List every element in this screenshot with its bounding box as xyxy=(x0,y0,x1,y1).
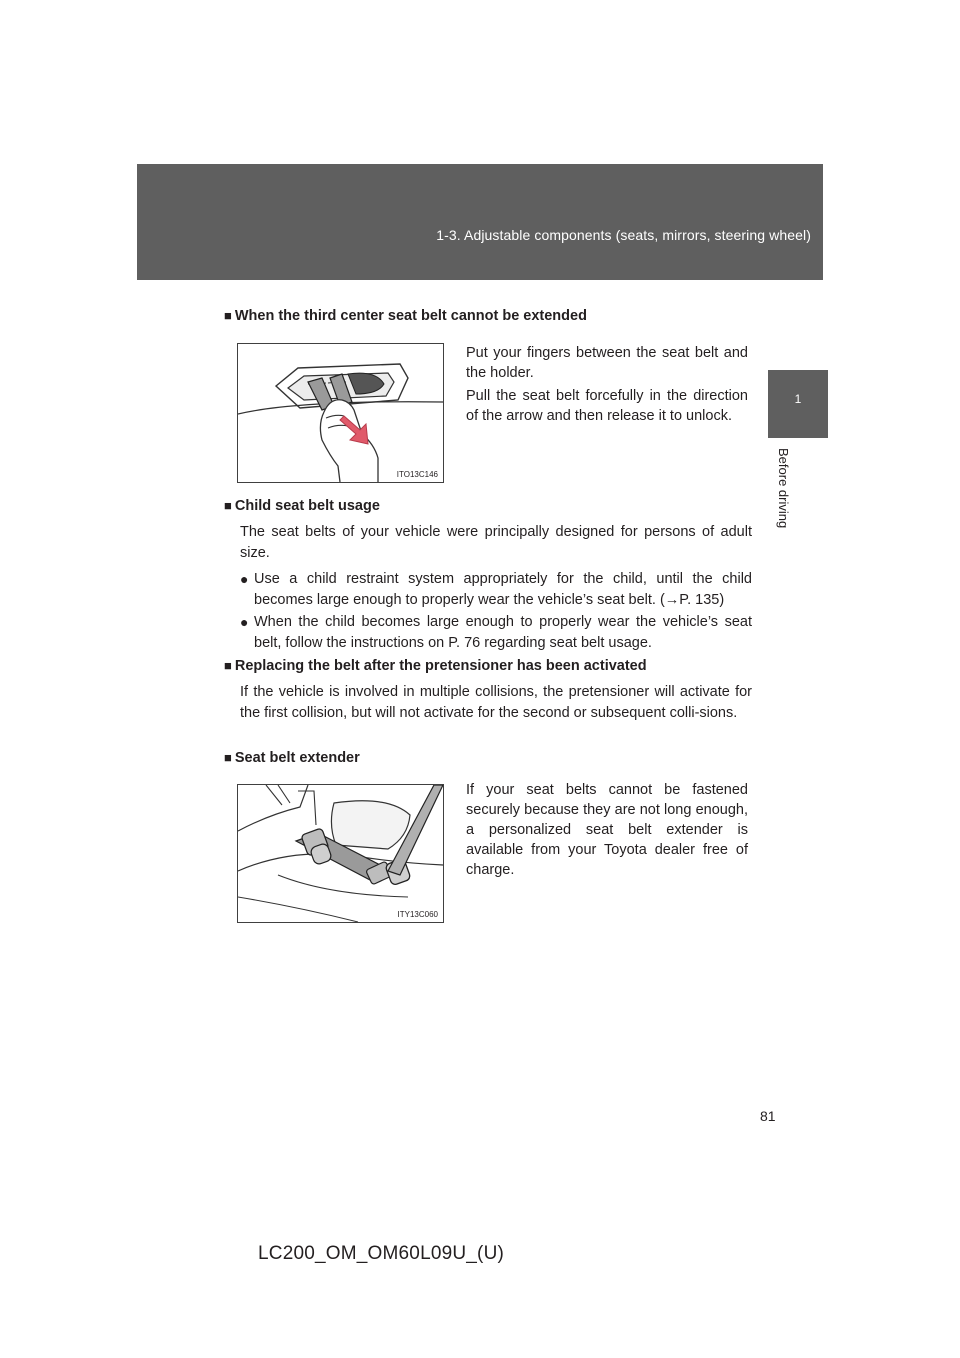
belt-extender-illustration xyxy=(238,785,443,922)
chapter-tab xyxy=(768,370,828,438)
figure-belt-extender xyxy=(237,784,444,923)
chapter-label: Before driving xyxy=(776,448,791,529)
instruction-pull: Pull the seat belt forcefully in the direction of the arrow and then release it to unlock. xyxy=(466,388,748,424)
footer-document-code: LC200_OM_OM60L09U_(U) xyxy=(258,1243,505,1264)
heading-text: Seat belt extender xyxy=(234,750,360,766)
bullet-item xyxy=(240,569,752,611)
replacing-text: If the vehicle is involved in multiple collisions, the pretensioner will activate for the first collision, but will not activate for the second or subsequent colli-sions. xyxy=(240,684,752,721)
heading-child-belt xyxy=(224,498,380,514)
instruction-fingers: Put your fingers between the seat belt and the holder. xyxy=(466,345,748,381)
heading-third-center-belt xyxy=(224,308,587,324)
header-band xyxy=(137,164,823,280)
bullet-dot-icon: ● xyxy=(240,571,249,587)
bullet-text: Use a child restraint system appropriately for the child, until the child becomes large enough to properly wear the vehicle’s seat belt. (→P. 135) xyxy=(254,571,752,608)
belt-holder-illustration xyxy=(238,344,443,482)
heading-text: When the third center seat belt cannot be extended xyxy=(234,308,587,324)
child-intro-text: The seat belts of your vehicle were principally designed for persons of adult size. xyxy=(240,524,752,561)
heading-belt-extender xyxy=(224,750,360,766)
heading-text: Child seat belt usage xyxy=(234,498,380,514)
page-number: 81 xyxy=(760,1108,776,1124)
section-title: 1-3. Adjustable components (seats, mirrors, steering wheel) xyxy=(436,227,811,243)
figure-code: ITO13C146 xyxy=(396,470,438,479)
heading-square-icon: ■ xyxy=(224,498,232,513)
heading-square-icon: ■ xyxy=(224,750,232,765)
heading-square-icon: ■ xyxy=(224,658,232,673)
extender-text: If your seat belts cannot be fastened securely because they are not long enough, a personalized seat belt extender is available from your Toyota dealer free of charge. xyxy=(466,782,748,878)
figure-code: ITY13C060 xyxy=(397,910,438,919)
heading-text: Replacing the belt after the pretensioner has been activated xyxy=(234,658,647,674)
bullet-dot-icon: ● xyxy=(240,614,249,630)
bullet-item xyxy=(240,612,752,654)
bullet-text: When the child becomes large enough to properly wear the vehicle’s seat belt, follow the instructions on P. 76 regarding seat belt usage. xyxy=(254,614,752,651)
heading-replacing-belt xyxy=(224,658,647,674)
heading-square-icon: ■ xyxy=(224,308,232,323)
figure-belt-holder xyxy=(237,343,444,483)
chapter-number: 1 xyxy=(794,392,802,406)
